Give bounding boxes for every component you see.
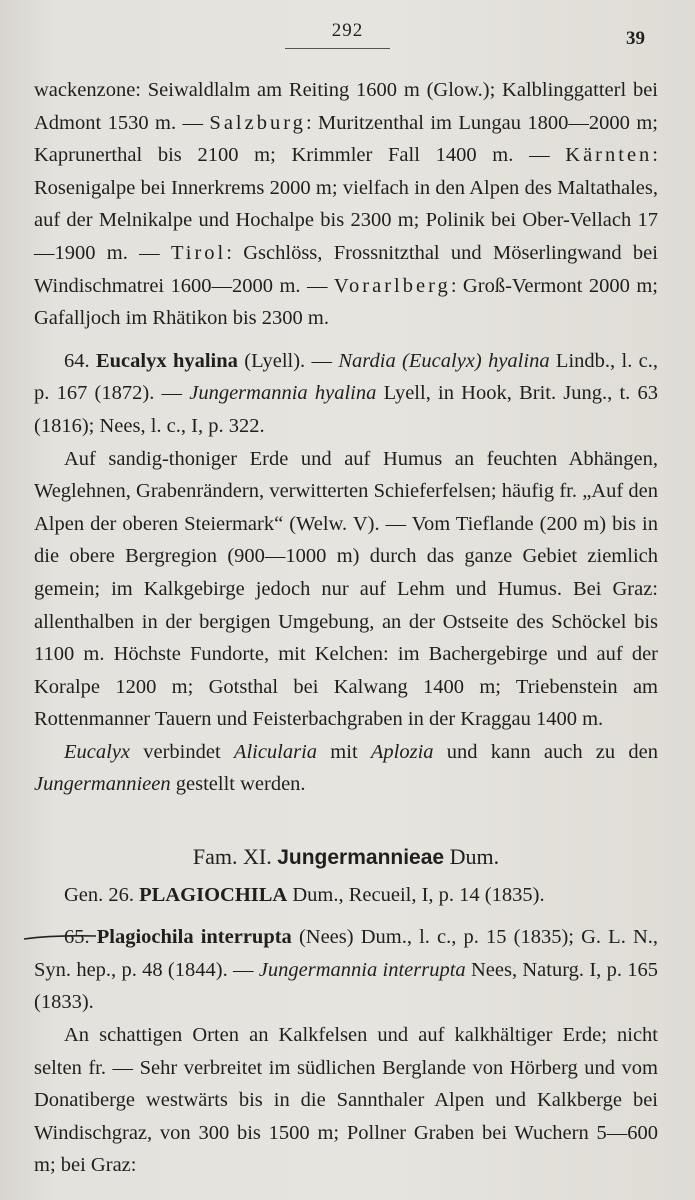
genus-heading: Gen. 26. PLAGIOCHILA Dum., Recueil, I, p. 14 (1835).	[64, 883, 545, 906]
species-65-heading: 65. Plagiochila interrupta (Nees) Dum., l. c., p. 15 (1835); G. L. N., Syn. hep., p. 48 (1844). — Jungermannia interrupta Nees, Naturg. I, p. 165 (1833).	[34, 926, 659, 1014]
original-page-number: 292	[331, 20, 364, 41]
body-text	[34, 74, 658, 1182]
page-number: 39	[626, 28, 645, 49]
species-65-habitat: An schattigen Orten an Kalkfelsen und auf kalkhältiger Erde; nicht selten fr. — Sehr verbreitet im südlichen Berglande von Hörberg und vom Donatiberge westwärts bis in die Sannthaler Alpen und Kalkberge bei Windischgraz, von 300 bis 1500 m; Pollner Graben bei Wuchern 5—600 m; bei Graz:	[34, 1024, 658, 1177]
region-kaernten: Kärnten	[565, 144, 653, 167]
continuation-paragraph: wackenzone: Seiwaldlalm am Reiting 1600 m (Glow.); Kalblinggatterl bei Admont 1530 m. — Salzburg: Muritzenthal im Lungau 1800—2000 m; Kaprunerthal bis 2100 m; Krimmler Fall 1400 m. — Kärnten: Rosenigalpe bei Innerkrems 2000 m; vielfach in den Alpen des Maltathales, auf der Melnikalpe und Hochalpe bis 2300 m; Polinik bei Ober-Vellach 17—1900 m. — Tirol: Gschlöss, Frossnitzthal und Möserlingwand bei Windischmatrei 1600—2000 m. — Vorarlberg: Groß-Vermont 2000 m; Gafalljoch im Rhätikon bis 2300 m.	[34, 79, 658, 330]
species-name: Eucalyx hyalina	[95, 349, 238, 372]
species-64-habitat: Auf sandig-thoniger Erde und auf Humus an feuchten Abhängen, Weglehnen, Grabenrändern, verwitterten Schieferfelsen; häufig fr. „Auf den Alpen der oberen Steiermark“ (Welw. V). — Vom Tieflande (200 m) bis in die obere Bergregion (900—1000 m) durch das ganze Gebiet ziemlich gemein; im Kalkgebirge jedoch nur auf Lehm und Humus. Bei Graz: allenthalben in der bergigen Umgebung, an der Ostseite des Schöckel bis 1100 m. Höchste Fundorte, mit Kelchen: im Bachergebirge und auf der Koralpe 1200 m; Gotsthal bei Kalwang 1400 m; Triebenstein am Rottenmanner Tauern und Feisterbachgraben in der Kraggau 1400 m.	[34, 447, 658, 731]
region-vorarlberg: Vorarlberg	[333, 274, 451, 297]
region-tirol: Tirol	[170, 241, 227, 264]
region-salzburg: Salzburg	[209, 111, 306, 134]
family-heading: Fam. XI. Jungermannieae Dum.	[192, 844, 500, 870]
header-rule	[285, 48, 390, 49]
species-name: Plagiochila interrupta	[96, 926, 292, 949]
species-64-note: Eucalyx verbindet Alicularia mit Aplozia und kann auch zu den Jungermannieen gestellt werden.	[34, 740, 658, 796]
species-64-heading: 64. Eucalyx hyalina (Lyell). — Nardia (Eucalyx) hyalina Lindb., l. c., p. 167 (1872). — Jungermannia hyalina Lyell, in Hook, Brit. Jung., t. 63 (1816); Nees, l. c., I, p. 322.	[34, 349, 659, 437]
